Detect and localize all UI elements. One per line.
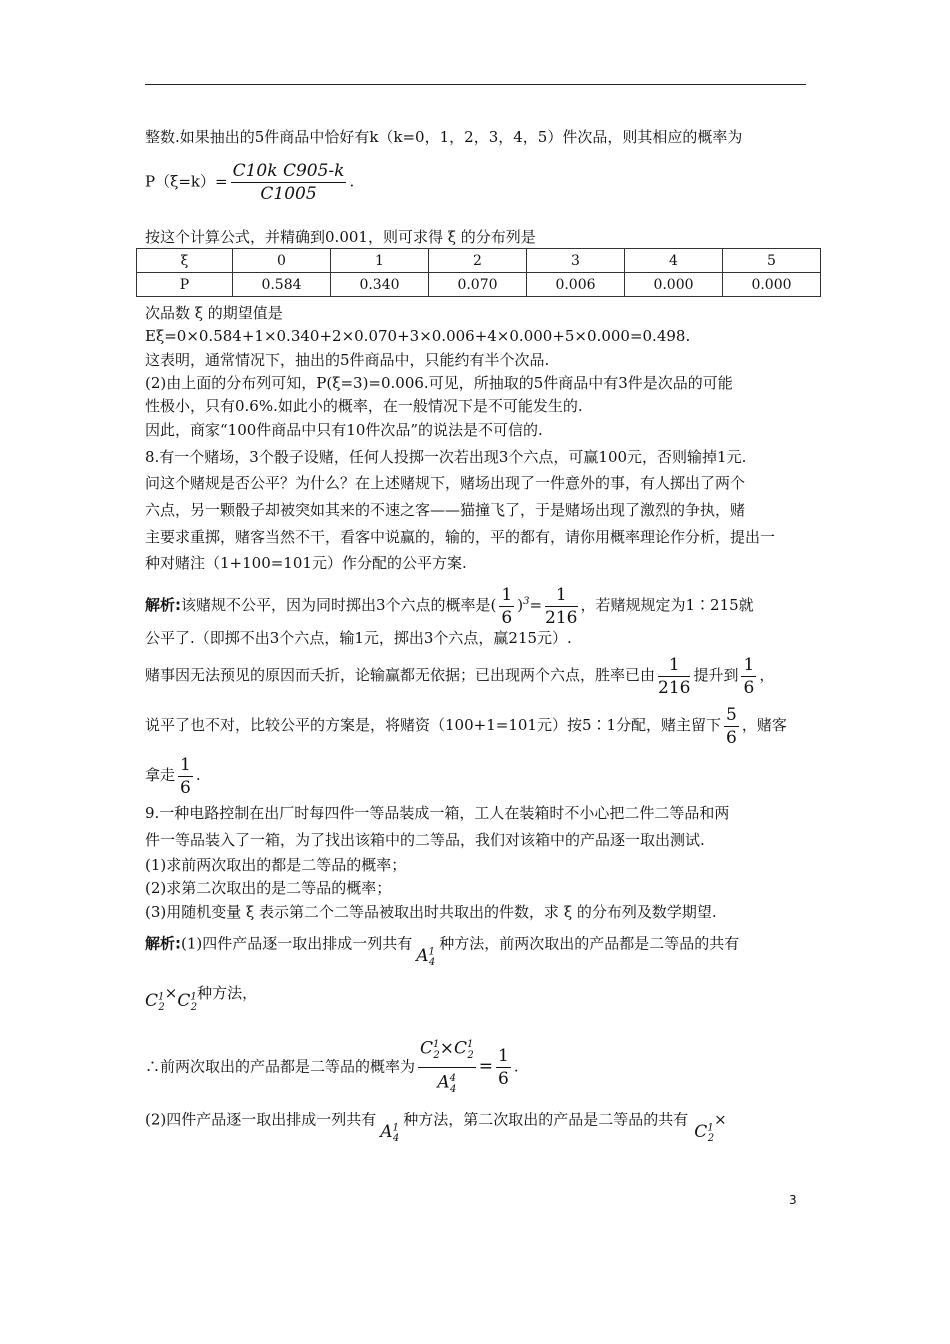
fraction-one-sixth — [178, 754, 193, 799]
fraction-one-sixth — [496, 1045, 511, 1090]
numerator: 5 — [726, 704, 737, 725]
table-cell: 2 — [429, 249, 527, 273]
question-8-line: 主要求重掷，赌客当然不干，看客中说赢的，输的，平的都有，请你用概率理论作分析，提出一 — [145, 528, 776, 546]
answer-8-line-4 — [145, 702, 787, 749]
answer-text: ，赌客 — [741, 716, 787, 734]
answer-text: . — [513, 1057, 519, 1076]
answer-text: 赌事因无法预见的原因而夭折，论输赢都无依据；已出现两个六点，胜率已由 — [145, 666, 656, 684]
subscript: 4 — [428, 957, 436, 969]
permutation-symbol — [416, 945, 436, 969]
superscript: 1 — [392, 1122, 399, 1133]
answer-text: 说平了也不对，比较公平的方案是，将赌资（100+1=101元）按5∶1分配，赌主留下 — [145, 716, 722, 734]
combination-symbol — [145, 990, 165, 1014]
question-8-line: 种对赌注（1+100=101元）作分配的公平方案. — [145, 554, 467, 572]
answer-text: (2)四件产品逐一取出排成一列共有 — [145, 1110, 377, 1129]
subscript: 2 — [158, 1002, 165, 1014]
text-line: 整数.如果抽出的5件商品中恰好有k（k=0，1，2，3，4，5）件次品，则其相应的概率为 — [145, 128, 743, 146]
math-letter: C — [694, 1121, 708, 1142]
equals-sign: = — [478, 1056, 494, 1077]
subscript: 2 — [433, 1050, 440, 1062]
question-8-line: 8.有一个赌场，3个骰子设赌，任何人投掷一次若出现3个六点，可赢100元，否则输掉1元. — [145, 448, 747, 466]
answer-9-line-2 — [145, 984, 257, 1021]
answer-8-line-1 — [145, 580, 754, 629]
answer-text: ) — [517, 596, 524, 614]
table-cell: ξ — [137, 249, 233, 273]
text-line: 按这个计算公式，并精确到0.001，则可求得 ξ 的分布列是 — [145, 228, 536, 246]
text-line: 这表明，通常情况下，抽出的5件商品中，只能约有半个次品. — [145, 351, 550, 369]
denominator: 216 — [658, 677, 691, 698]
answer-text: 该赌规不公平，因为同时掷出3个六点的概率是( — [181, 596, 497, 614]
table-cell: 1 — [331, 249, 429, 273]
answer-8-line-2: 公平了.（即掷不出3个六点，输1元，掷出3个六点，赢215元）. — [145, 629, 572, 647]
denominator: 6 — [180, 777, 191, 798]
math-letter: A — [380, 1121, 393, 1142]
formula-suffix: . — [349, 172, 355, 191]
answer-9-line-1 — [145, 928, 740, 969]
answer-label: 解析: — [145, 934, 181, 953]
table-cell: 4 — [625, 249, 723, 273]
probability-formula — [145, 160, 354, 205]
table-cell: 0.070 — [429, 273, 527, 297]
math-letter: C — [454, 1038, 468, 1059]
fraction-combination-over-permutation — [418, 1034, 476, 1101]
denominator: 216 — [545, 607, 578, 628]
text-line: (2)由上面的分布列可知，P(ξ=3)=0.006.可见，所抽取的5件商品中有3件是次品的可能 — [145, 374, 733, 392]
formula-prefix: P（ξ=k）= — [145, 172, 228, 191]
times-sign: × — [714, 1110, 727, 1129]
combination-symbol — [177, 990, 198, 1014]
table-cell: 3 — [527, 249, 625, 273]
numerator: 1 — [743, 654, 755, 675]
fraction-five-sixths — [724, 704, 739, 749]
header-rule — [145, 84, 806, 85]
subscript: 4 — [450, 1084, 457, 1096]
subscript: 2 — [190, 1002, 198, 1014]
superscript: 1 — [707, 1122, 714, 1133]
subscript: 2 — [467, 1050, 474, 1062]
numerator: 1 — [180, 754, 191, 775]
table-cell: P — [137, 273, 233, 297]
text-line: 性极小，只有0.6%.如此小的概率，在一般情况下是不可能发生的. — [145, 397, 583, 415]
question-8-line: 六点，另一颗骰子却被突如其来的不速之客——猫撞飞了，于是赌场出现了激烈的争执，赌 — [145, 501, 746, 519]
answer-text: . — [195, 766, 201, 784]
times-sign: × — [164, 983, 178, 1002]
table-cell: 0.584 — [233, 273, 331, 297]
math-letter: C — [420, 1038, 434, 1059]
numerator: 1 — [658, 654, 690, 677]
superscript: 1 — [467, 1039, 474, 1050]
answer-text: (1)四件产品逐一取出排成一列共有 — [181, 934, 413, 953]
denominator: 6 — [501, 607, 513, 628]
exponent: 3 — [523, 596, 530, 607]
fraction-one-216 — [658, 654, 690, 699]
answer-text: 种方法，前两次取出的产品都是二等品的共有 — [439, 934, 740, 953]
superscript: 1 — [158, 991, 165, 1002]
question-8-line: 问这个赌规是否公平？为什么？在上述赌规下，赌场出现了一件意外的事，有人掷出了两个 — [145, 474, 746, 492]
table-cell: 0.000 — [723, 273, 821, 297]
numerator — [418, 1034, 476, 1068]
math-letter: A — [416, 945, 429, 966]
times-sign: × — [439, 1038, 455, 1059]
text-line: 次品数 ξ 的期望值是 — [145, 304, 283, 322]
numerator: 1 — [545, 584, 577, 607]
table-cell: 0.340 — [331, 273, 429, 297]
superscript: 1 — [433, 1039, 440, 1050]
permutation-symbol — [380, 1121, 400, 1145]
table-cell: 0.006 — [527, 273, 625, 297]
fraction-one-sixth — [499, 584, 514, 629]
answer-text: 提升到 — [693, 666, 739, 684]
answer-text: = — [529, 596, 543, 614]
table-cell: 0.000 — [625, 273, 723, 297]
distribution-table — [136, 248, 821, 297]
answer-8-line-5 — [145, 752, 201, 799]
formula-fraction — [231, 160, 347, 205]
answer-9-line-3 — [145, 1034, 519, 1101]
question-9-line: (3)用随机变量 ξ 表示第二个二等品被取出时共取出的件数，求 ξ 的分布列及数学期望. — [145, 903, 717, 921]
combination-symbol — [694, 1121, 715, 1145]
formula-numerator: C10k C905-k — [232, 161, 345, 181]
superscript: 4 — [449, 1073, 457, 1085]
denominator — [418, 1068, 476, 1101]
table-row — [137, 273, 821, 297]
math-letter: C — [145, 990, 159, 1011]
answer-text: 拿走 — [145, 766, 176, 784]
text-line: 因此，商家“100件商品中只有10件次品”的说法是不可信的. — [145, 421, 543, 439]
numerator: 1 — [498, 1046, 509, 1067]
question-9-line: (1)求前两次取出的都是二等品的概率； — [145, 856, 407, 874]
answer-text: 种方法， — [197, 983, 258, 1002]
page-number: 3 — [789, 1193, 797, 1207]
question-9-line: 件一等品装入了一箱，为了找出该箱中的二等品，我们对该箱中的产品逐一取出测试. — [145, 831, 705, 849]
answer-label: 解析: — [145, 596, 181, 614]
question-9-line: (2)求第二次取出的是二等品的概率； — [145, 879, 392, 897]
table-cell: 0 — [233, 249, 331, 273]
denominator: 6 — [743, 677, 755, 698]
math-letter: A — [437, 1072, 450, 1093]
fraction-one-216 — [545, 584, 577, 629]
text-line: Eξ=0×0.584+1×0.340+2×0.070+3×0.006+4×0.000+5×0.000=0.498. — [145, 327, 691, 345]
denominator: 6 — [498, 1069, 509, 1090]
subscript: 4 — [392, 1133, 400, 1145]
table-cell: 5 — [723, 249, 821, 273]
answer-text: ∴前两次取出的产品都是二等品的概率为 — [145, 1057, 416, 1076]
answer-text: 种方法，第二次取出的产品是二等品的共有 — [403, 1110, 689, 1129]
answer-text: ，若赌规规定为1∶215就 — [580, 596, 754, 614]
numerator: 1 — [501, 584, 513, 605]
denominator: 6 — [726, 727, 737, 748]
formula-denominator: C1005 — [260, 184, 317, 204]
subscript: 2 — [707, 1133, 715, 1145]
superscript: 1 — [190, 991, 197, 1002]
table-row — [137, 249, 821, 273]
math-letter: C — [177, 990, 191, 1011]
answer-9-line-4 — [145, 1104, 727, 1145]
question-9-line: 9.一种电路控制在出厂时每四件一等品装成一箱，工人在装箱时不小心把二件二等品和两 — [145, 804, 730, 822]
answer-text: ， — [759, 666, 775, 684]
fraction-one-sixth — [741, 654, 756, 699]
superscript: 1 — [428, 946, 435, 957]
answer-8-line-3 — [145, 652, 774, 699]
